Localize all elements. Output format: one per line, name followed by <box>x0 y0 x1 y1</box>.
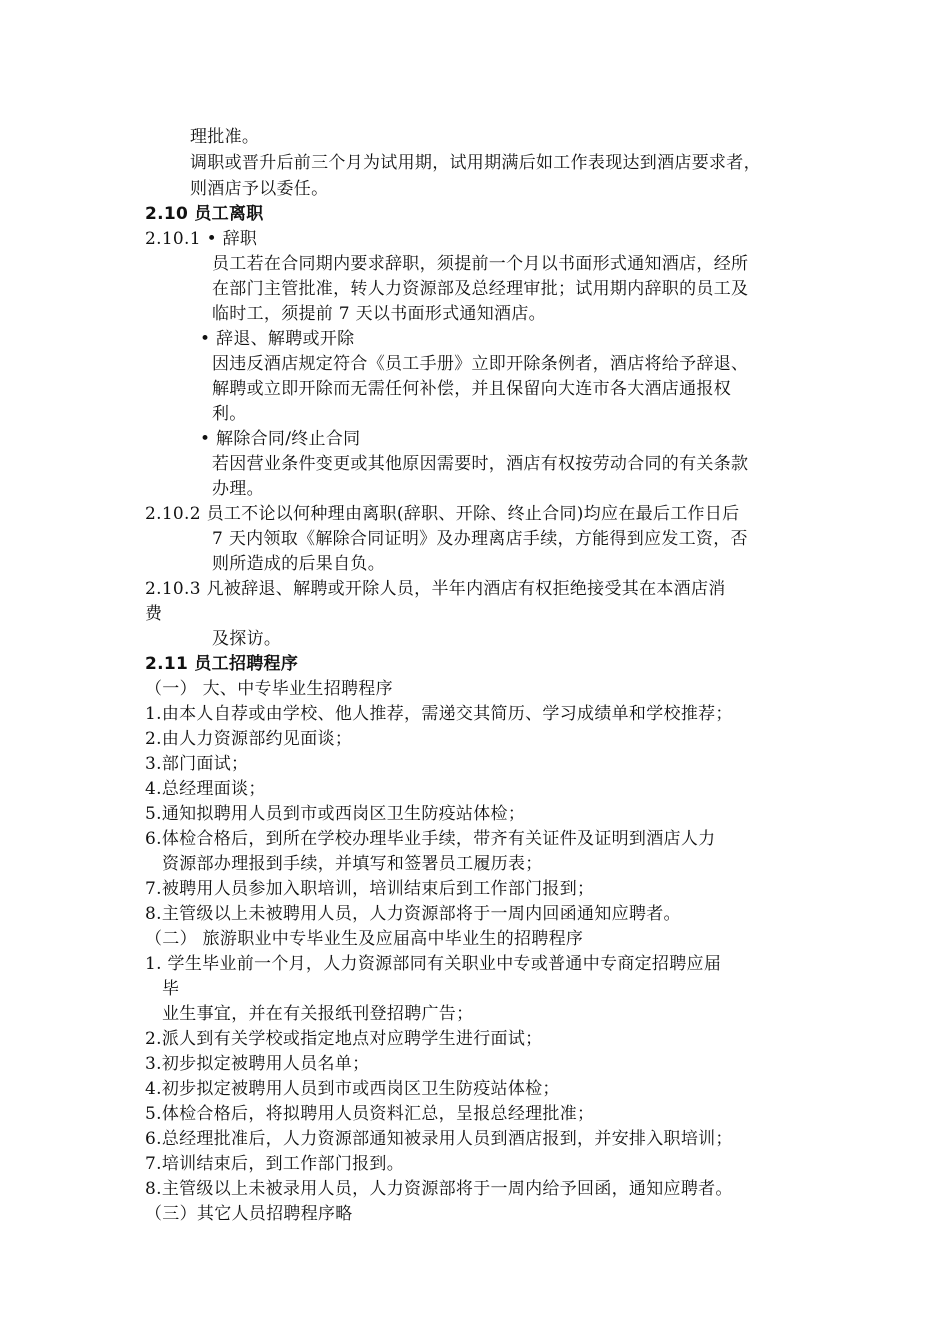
text-line: 2.由人力资源部约见面谈； <box>145 729 353 749</box>
text-line: 临时工，须提前 7 天以书面形式通知酒店。 <box>212 304 546 324</box>
text-line: 7.被聘用人员参加入职培训，培训结束后到工作部门报到； <box>145 879 595 899</box>
text-line: 8.主管级以上未被录用人员，人力资源部将于一周内给予回函，通知应聘者。 <box>145 1179 733 1199</box>
text-line: （二） 旅游职业中专毕业生及应届高中毕业生的招聘程序 <box>145 929 584 949</box>
text-line: 解聘或立即开除而无需任何补偿，并且保留向大连市各大酒店通报权 <box>212 379 731 399</box>
text-line: 2.10.3 凡被辞退、解聘或开除人员，半年内酒店有权拒绝接受其在本酒店消 <box>145 579 726 599</box>
text-line: 6.体检合格后，到所在学校办理毕业手续，带齐有关证件及证明到酒店人力 <box>145 829 716 849</box>
text-line: 在部门主管批准，转人力资源部及总经理审批；试用期内辞职的员工及 <box>212 279 749 299</box>
text-line: 2.10.2 员工不论以何种理由离职(辞职、开除、终止合同)均应在最后工作日后 <box>145 504 740 524</box>
text-line: 毕 <box>162 979 180 999</box>
text-line: 员工若在合同期内要求辞职，须提前一个月以书面形式通知酒店，经所 <box>212 254 749 274</box>
text-line: 及探访。 <box>212 629 282 649</box>
text-line: 3.部门面试； <box>145 754 249 774</box>
text-line: 7.培训结束后，到工作部门报到。 <box>145 1154 405 1174</box>
text-line: 调职或晋升后前三个月为试用期，试用期满后如工作表现达到酒店要求者， <box>190 153 761 173</box>
text-line: 3.初步拟定被聘用人员名单； <box>145 1054 370 1074</box>
text-line: • 辞退、解聘或开除 <box>200 329 355 349</box>
text-line: 6.总经理批准后，人力资源部通知被录用人员到酒店报到，并安排入职培训； <box>145 1129 733 1149</box>
text-line: 若因营业条件变更或其他原因需要时，酒店有权按劳动合同的有关条款 <box>212 454 749 474</box>
text-line: （三）其它人员招聘程序略 <box>145 1204 353 1224</box>
text-line: 费 <box>145 604 163 624</box>
text-line: 则酒店予以委任。 <box>190 179 329 199</box>
text-line: 办理。 <box>212 479 264 499</box>
text-line: 4.总经理面谈； <box>145 779 266 799</box>
text-line: 8.主管级以上未被聘用人员，人力资源部将于一周内回函通知应聘者。 <box>145 904 681 924</box>
text-line: 资源部办理报到手续，并填写和签署员工履历表； <box>162 854 543 874</box>
text-line: 1.由本人自荐或由学校、他人推荐，需递交其简历、学习成绩单和学校推荐； <box>145 704 733 724</box>
text-line: 业生事宜，并在有关报纸刊登招聘广告； <box>162 1004 474 1024</box>
text-line: 利。 <box>212 404 247 424</box>
text-line: • 解除合同/终止合同 <box>200 429 361 449</box>
text-line: （一） 大、中专毕业生招聘程序 <box>145 679 393 699</box>
text-line: 7 天内领取《解除合同证明》及办理离店手续，方能得到应发工资，否 <box>212 529 748 549</box>
text-line: 5.通知拟聘用人员到市或西岗区卫生防疫站体检； <box>145 804 526 824</box>
text-line: 2.10.1 • 辞职 <box>145 229 258 249</box>
text-line: 理批准。 <box>190 127 260 147</box>
text-line: 1. 学生毕业前一个月，人力资源部同有关职业中专或普通中专商定招聘应届 <box>145 954 722 974</box>
text-line: 因违反酒店规定符合《员工手册》立即开除条例者，酒店将给予辞退、 <box>212 354 749 374</box>
text-line: 5.体检合格后，将拟聘用人员资料汇总，呈报总经理批准； <box>145 1104 595 1124</box>
text-line: 2.派人到有关学校或指定地点对应聘学生进行面试； <box>145 1029 543 1049</box>
section-heading: 2.10 员工离职 <box>145 204 264 224</box>
text-line: 4.初步拟定被聘用人员到市或西岗区卫生防疫站体检； <box>145 1079 560 1099</box>
text-line: 则所造成的后果自负。 <box>212 554 385 574</box>
section-heading: 2.11 员工招聘程序 <box>145 654 299 674</box>
